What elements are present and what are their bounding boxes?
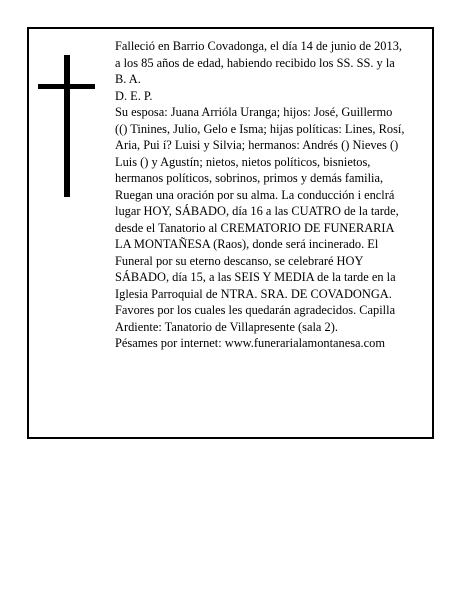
condolences-website: Pésames por internet: www.funerarialamontanesa.com [115,336,385,350]
death-announcement: Falleció en Barrio Covadonga, el día 14 de junio de 2013, a los 85 años de edad, habiendo recibido los SS. SS. y la B. A. [115,39,402,86]
cross-icon [64,55,70,197]
cross-icon-crossbar [38,84,95,89]
family-list: Su esposa: Juana Arrióla Uranga; hijos: José, Guillermo (() Tinines, Julio, Gelo e Isma; hijas políticas: Lines, Rosí, Aria, Pui í? Luisi y Silvia; hermanos: Andrés () Nieves () Luis () y Agustín; nietos, nietos políticos, bisnietos, hermanos políticos, sobrinos, primos y demás familia, [115,105,405,185]
obituary-text [115,38,405,352]
funeral-details: Ruegan una oración por su alma. La conducción i enclrá lugar HOY, SÁBADO, día 16 a las CUATRO de la tarde, desde el Tanatorio al CREMATORIO DE FUNERARIA LA MONTAÑESA (Raos), donde será incinerado. El Funeral por su eterno descanso, se celebraré HOY SÁBADO, día 15, a las SEIS Y MEDIA de la tarde en la Iglesia Parroquial de NTRA. SRA. DE COVADONGA. Favores por los cuales les quedarán agradecidos. Capilla Ardiente: Tanatorio de Villapresente (sala 2). [115,187,399,334]
rip-line: D. E. P. [115,88,153,103]
